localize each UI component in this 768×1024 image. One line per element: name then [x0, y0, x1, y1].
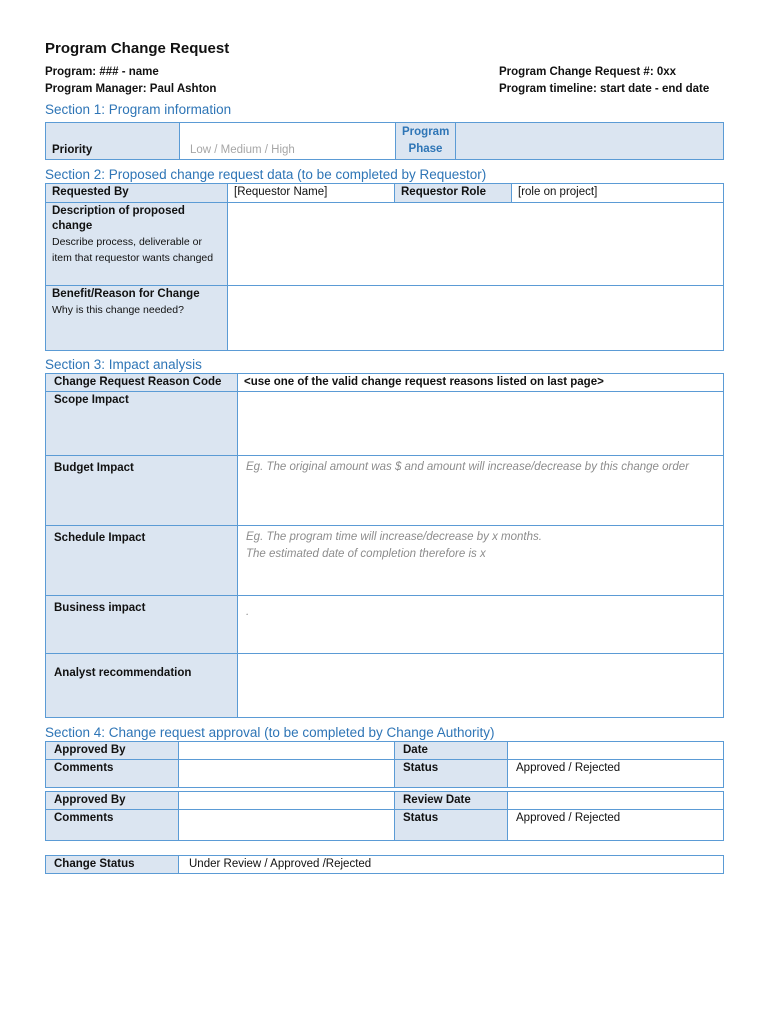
approved-by-value-1[interactable] [179, 742, 395, 760]
program-manager: Program Manager: Paul Ashton [45, 83, 217, 95]
program-name: Program: ### - name [45, 66, 159, 78]
date-label-1: Date [395, 742, 508, 760]
status-value-1[interactable]: Approved / Rejected [508, 760, 724, 788]
approved-by-value-2[interactable] [179, 792, 395, 810]
benefit-subtext: Why is this change needed? [52, 304, 184, 316]
business-impact-label: Business impact [46, 596, 238, 654]
document-title: Program Change Request [45, 40, 230, 57]
section4-heading: Section 4: Change request approval (to be completed by Change Authority) [45, 725, 495, 740]
approval-table-1 [45, 741, 724, 788]
approved-by-label-2: Approved By [46, 792, 179, 810]
schedule-impact-line2: The estimated date of completion therefore is x [246, 548, 486, 560]
budget-impact-value[interactable]: Eg. The original amount was $ and amount will increase/decrease by this change order [238, 456, 724, 526]
program-phase-label [396, 123, 456, 160]
reason-code-label: Change Request Reason Code [46, 374, 238, 392]
status-label-2: Status [395, 810, 508, 841]
section2-heading: Section 2: Proposed change request data (to be completed by Requestor) [45, 167, 487, 182]
comments-label-2: Comments [46, 810, 179, 841]
requested-by-value[interactable]: [Requestor Name] [228, 184, 395, 203]
scope-impact-label: Scope Impact [46, 392, 238, 456]
status-value-2[interactable]: Approved / Rejected [508, 810, 724, 841]
schedule-impact-line1: Eg. The program time will increase/decrease by x months. [246, 531, 542, 543]
section1-heading: Section 1: Program information [45, 102, 232, 117]
analyst-recommendation-value[interactable] [238, 654, 724, 718]
program-phase-label-line1: Program [402, 126, 450, 138]
section2-table [45, 183, 724, 351]
section3-table [45, 373, 724, 718]
meta-left [45, 64, 216, 98]
meta-right [499, 64, 723, 98]
scope-impact-value[interactable] [238, 392, 724, 456]
section3-heading: Section 3: Impact analysis [45, 357, 202, 372]
requestor-role-label: Requestor Role [395, 184, 512, 203]
section1-table [45, 122, 724, 160]
schedule-impact-label: Schedule Impact [46, 526, 238, 596]
analyst-recommendation-label: Analyst recommendation [46, 654, 238, 718]
date-value-1[interactable] [508, 742, 724, 760]
change-request-number: Program Change Request #: 0xx [499, 66, 677, 78]
requested-by-label: Requested By [46, 184, 228, 203]
change-status-table [45, 855, 724, 874]
budget-impact-label: Budget Impact [46, 456, 238, 526]
document-meta [45, 64, 723, 98]
priority-label: Priority [46, 123, 180, 160]
business-impact-value[interactable]: . [238, 596, 724, 654]
benefit-title: Benefit/Reason for Change [52, 288, 200, 300]
description-value[interactable] [228, 203, 724, 286]
description-label [46, 203, 228, 286]
benefit-value[interactable] [228, 286, 724, 351]
description-subtext: Describe process, deliverable or item that requestor wants changed [52, 236, 214, 264]
benefit-label [46, 286, 228, 351]
form-page [45, 40, 723, 874]
requestor-role-value[interactable]: [role on project] [512, 184, 724, 203]
comments-label-1: Comments [46, 760, 179, 788]
reason-code-value[interactable]: <use one of the valid change request reasons listed on last page> [238, 374, 724, 392]
description-title: Description of proposed change [52, 205, 185, 232]
priority-value[interactable]: Low / Medium / High [180, 123, 396, 160]
schedule-impact-value[interactable] [238, 526, 724, 596]
status-label-1: Status [395, 760, 508, 788]
program-phase-value[interactable] [456, 123, 724, 160]
review-date-value-2[interactable] [508, 792, 724, 810]
comments-value-2[interactable] [179, 810, 395, 841]
program-phase-label-line2: Phase [408, 143, 443, 155]
approved-by-label-1: Approved By [46, 742, 179, 760]
approval-table-2 [45, 791, 724, 841]
program-timeline: Program timeline: start date - end date [499, 83, 710, 95]
change-status-value[interactable]: Under Review / Approved /Rejected [179, 856, 724, 874]
review-date-label-2: Review Date [395, 792, 508, 810]
comments-value-1[interactable] [179, 760, 395, 788]
change-status-label: Change Status [46, 856, 179, 874]
